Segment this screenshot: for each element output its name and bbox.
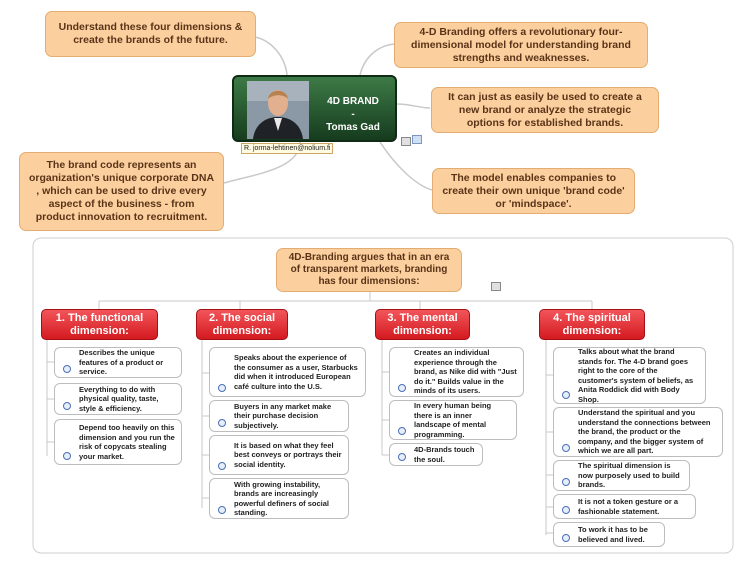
bubble-mindspace[interactable]: The model enables companies to create their own unique 'brand code' or 'mindspace'. <box>432 168 635 214</box>
bullet-icon <box>218 462 226 470</box>
central-title-line2: - <box>351 109 355 120</box>
note-icon[interactable] <box>401 137 411 146</box>
bubble-brand-code[interactable]: The brand code represents an organization's unique corporate DNA , which can be used to drive every aspect of the business - from product innovation to recruitment. <box>19 152 224 231</box>
social-item[interactable] <box>209 347 366 397</box>
bullet-icon <box>63 365 71 373</box>
functional-item[interactable] <box>54 419 182 465</box>
root-four-dimensions[interactable]: 4D-Branding argues that in an era of transparent markets, branding has four dimensions: <box>276 248 462 292</box>
mental-item[interactable] <box>389 347 524 397</box>
mental-item-text: 4D-Brands touch the soul. <box>414 445 475 464</box>
functional-item-text: Describes the unique features of a product or service. <box>79 348 164 377</box>
bullet-icon <box>218 384 226 392</box>
social-item[interactable] <box>209 435 349 475</box>
bullet-icon <box>398 384 406 392</box>
spiritual-item[interactable] <box>553 347 706 404</box>
bullet-icon <box>562 506 570 514</box>
spiritual-item-text: Understand the spiritual and you understand the connections between the brand, the product or the company, and the bigger system of which we are all part. <box>578 408 711 456</box>
social-item-text: With growing instability, brands are increasingly powerful definers of social standing. <box>234 479 330 517</box>
bullet-icon <box>63 402 71 410</box>
social-item-text: Buyers in any market make their purchase decision subjectively. <box>234 401 332 430</box>
functional-item[interactable] <box>54 347 182 378</box>
spiritual-item[interactable] <box>553 494 696 519</box>
email-label[interactable]: R. jorma-lehtinen@nolium.fi <box>241 143 333 154</box>
central-title-line1: 4D BRAND <box>327 96 379 107</box>
mental-item-text: In every human being there is an inner landscape of mental programming. <box>414 401 492 439</box>
spiritual-item-text: Talks about what the brand stands for. The 4-D brand goes right to the core of the customer's system of beliefs, as Anita Roddick did with Body Shop. <box>578 347 694 404</box>
spiritual-item[interactable] <box>553 522 665 547</box>
central-topic[interactable] <box>232 75 397 142</box>
dimension-functional[interactable]: 1. The functional dimension: <box>41 309 158 340</box>
mental-item[interactable] <box>389 400 517 440</box>
bullet-icon <box>218 419 226 427</box>
bullet-icon <box>218 506 226 514</box>
bullet-icon <box>398 427 406 435</box>
spiritual-item-text: It is not a token gesture or a fashionable statement. <box>578 497 679 516</box>
spiritual-item-text: The spiritual dimension is now purposely used to build brands. <box>578 461 680 490</box>
spiritual-item[interactable] <box>553 407 723 457</box>
central-title-line3: Tomas Gad <box>326 122 380 133</box>
social-item-text: Speaks about the experience of the consumer as a user, Starbucks did when it introduced European café culture into the U.S. <box>234 353 358 391</box>
bubble-understand[interactable]: Understand these four dimensions & create the brands of the future. <box>45 11 256 57</box>
bullet-icon <box>562 534 570 542</box>
mental-item[interactable] <box>389 443 483 466</box>
social-item[interactable] <box>209 478 349 519</box>
root-note-icon[interactable] <box>491 282 501 291</box>
functional-item[interactable] <box>54 383 182 415</box>
functional-item-text: Depend too heavily on this dimension and you run the risk of copycats stealing your market. <box>79 423 175 461</box>
bullet-icon <box>562 391 570 399</box>
dimension-spiritual[interactable]: 4. The spiritual dimension: <box>539 309 645 340</box>
spiritual-item[interactable] <box>553 460 690 491</box>
social-item-text: It is based on what they feel best conveys or portrays their social identity. <box>234 440 342 469</box>
social-item[interactable] <box>209 400 349 432</box>
functional-item-text: Everything to do with physical quality, taste, style & efficiency. <box>79 384 159 413</box>
dimension-social[interactable]: 2. The social dimension: <box>196 309 288 340</box>
bullet-icon <box>398 453 406 461</box>
bullet-icon <box>63 452 71 460</box>
central-title <box>314 95 392 134</box>
bubble-revolutionary-model[interactable]: 4-D Branding offers a revolutionary four-dimensional model for understanding brand strengths and weaknesses. <box>394 22 648 68</box>
portrait-image <box>247 81 309 139</box>
spiritual-item-text: To work it has to be believed and lived. <box>578 525 648 544</box>
bubble-new-brand[interactable]: It can just as easily be used to create a new brand or analyze the strategic options for established brands. <box>431 87 659 133</box>
bullet-icon <box>562 444 570 452</box>
image-icon[interactable] <box>412 135 422 144</box>
mental-item-text: Creates an individual experience through the brand, as Nike did with "Just do it." Builds value in the minds of its users. <box>414 348 517 396</box>
bullet-icon <box>562 478 570 486</box>
dimension-mental[interactable]: 3. The mental dimension: <box>375 309 470 340</box>
